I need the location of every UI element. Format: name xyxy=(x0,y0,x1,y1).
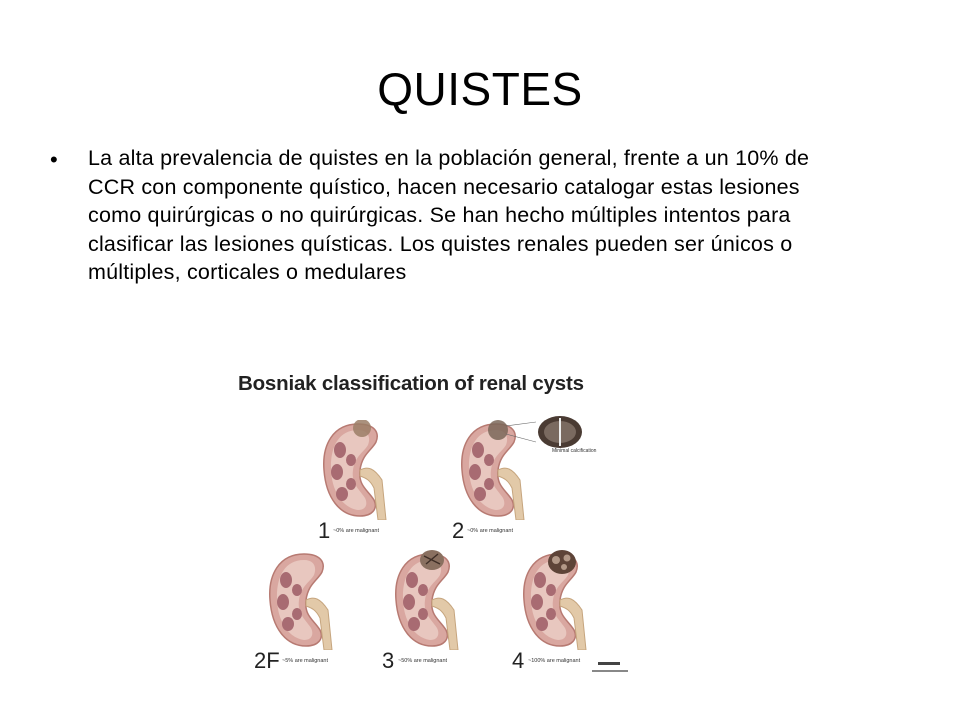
kidney-illustration-2f xyxy=(264,550,344,650)
category-label-2: 2 xyxy=(452,518,465,543)
kidney-illustration-4 xyxy=(518,550,598,650)
category-label-2f: 2F xyxy=(254,648,280,673)
copyright-logo-icon xyxy=(590,656,630,678)
category-note-4: ~100% are malignant xyxy=(528,658,581,664)
bullet-dot: • xyxy=(50,147,58,172)
category-label-3: 3 xyxy=(382,648,395,673)
kidney-illustration-3 xyxy=(390,550,470,650)
category-label-1: 1 xyxy=(318,518,331,543)
kidney-illustration-1 xyxy=(318,420,398,520)
bosniak-figure xyxy=(230,362,640,692)
category-note-2: ~0% are malignant xyxy=(467,528,514,534)
calcification-note: Minimal calcification xyxy=(552,448,597,454)
bullet-text: La alta prevalencia de quistes en la población general, frente a un 10% de CCR con componente quístico, hacen necesario catalogar estas lesiones como quirúrgicas o no quirúrgicas. Se han hecho múltiples intentos para clasificar las lesiones quísticas. Los quistes renales pueden ser únicos o múltiples, corticales o medulares xyxy=(88,146,810,284)
category-note-3: ~50% are malignant xyxy=(398,658,448,664)
category-label-4: 4 xyxy=(512,648,525,673)
cyst-magnified-icon xyxy=(532,412,588,452)
figure-title: Bosniak classification of renal cysts xyxy=(238,372,584,395)
category-note-2f: ~5% are malignant xyxy=(282,658,329,664)
slide-title: QUISTES xyxy=(377,63,583,115)
kidney-illustration-2 xyxy=(456,420,536,520)
category-note-1: ~0% are malignant xyxy=(333,528,380,534)
